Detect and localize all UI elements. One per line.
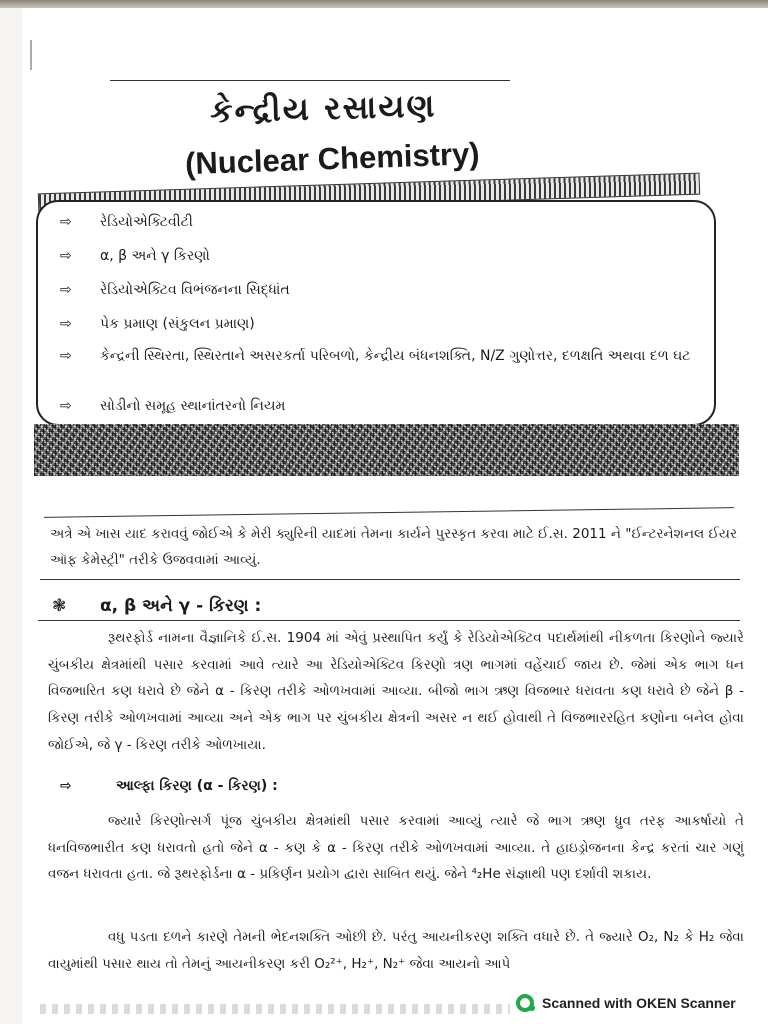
topic-text: રેડિયોએક્ટિવીટી (100, 214, 193, 230)
arrow-icon: ⇨ (60, 248, 72, 264)
flower-bullet-icon: ❃ (52, 596, 67, 616)
alpha-paragraph-1 (48, 808, 744, 888)
topics-box (36, 200, 716, 426)
section-rule (38, 620, 740, 621)
alpha-heading-text: આલ્ફા કિરણ (α - કિરણ) : (116, 778, 278, 794)
scanner-logo-icon (516, 994, 534, 1012)
arrow-icon: ⇨ (60, 214, 72, 230)
alpha-paragraph-2 (48, 924, 744, 977)
topic-item (60, 396, 700, 416)
topic-text: કેન્દ્રની સ્થિરતા, સ્થિરતાને અસરકર્તા પરિબળો, કેન્દ્રીય બંધનશક્તિ, N/Z ગુણોત્તર, દળક્ષતિ અથવા દળ ઘટ (100, 348, 691, 364)
section-paragraph (48, 625, 744, 759)
title-rule (110, 80, 510, 81)
topic-text: α, β અને γ કિરણો (100, 248, 210, 264)
topic-item (60, 314, 700, 334)
topic-item (60, 212, 700, 232)
scan-noise-band (34, 424, 739, 476)
note-rule-bottom (40, 579, 740, 580)
scan-cut-line (40, 1004, 510, 1014)
topic-text: સોડીનો સમૂહ સ્થાનાંતરનો નિયમ (100, 398, 286, 414)
alpha-paragraph-1-text: જ્યારે કિરણોત્સર્ગ પૂંજ ચુંબકીય ક્ષેત્રમાંથી પસાર કરવામાં આવ્યું ત્યારે જે ભાગ ઋણ ધ્રુવ તરફ આકર્ષાયો તે ધનવિજભારીત કણ ધરાવતો હતો જેને α - કણ કે α - કિરણ તરીકે ઓળખવામાં આવ્યા. તે હાઇડ્રોજનના કેન્દ્ર કરતાં ચાર ગણું વજન ધરાવતા હતા. જે રૂથરફોર્ડના α - પ્રકિર્ણન પ્રયોગ દ્વારા સાબિત થયું. જેને ⁴₂He સંજ્ઞાથી પણ દર્શાવી શકાય. (48, 813, 744, 883)
topic-item (60, 246, 700, 266)
binding-marks (30, 40, 36, 70)
alpha-paragraph-2-text: વધુ પડતા દળને કારણે તેમની ભેદનશક્તિ ઓછી છે. પરંતુ આયનીકરણ શક્તિ વધારે છે. તે જ્યારે O₂, N₂ કે H₂ જેવા વાયુમાંથી પસાર થાય તો તેમનું આયનીકરણ કરી O₂²⁺, H₂⁺, N₂⁺ જેવા આયનો આપે (48, 929, 744, 972)
scanner-watermark (516, 991, 766, 1015)
topic-item (60, 346, 700, 366)
topic-text: રેડિયોએક્ટિવ વિભંજનના સિદ્ધાંત (100, 282, 290, 298)
section-heading-text: α, β અને γ - કિરણ : (100, 596, 262, 616)
arrow-icon: ⇨ (60, 282, 72, 298)
chapter-title-english: (Nuclear Chemistry) (184, 136, 481, 182)
arrow-icon: ⇨ (60, 778, 72, 794)
note-text: અત્રે એ ખાસ યાદ કરાવવું જોઈએ કે મેરી ક્યુરિની યાદમાં તેમના કાર્યને પુરસ્કૃત કરવા માટે ઈ.સ. 2011 ને "ઈન્ટરનેશનલ ઈયર ઑફ કેમેસ્ટ્રી" તરીકે ઉજવવામાં આવ્યું. (50, 526, 737, 568)
section-paragraph-text: રૂથરફોર્ડ નામના વૈજ્ઞાનિકે ઈ.સ. 1904 માં એવું પ્રસ્થાપિત કર્યું કે રેડિયોએક્ટિવ પદાર્થમાંથી નીકળતા કિરણોને જ્યારે ચુંબકીય ક્ષેત્રમાંથી પસાર કરવામાં આવે ત્યારે આ રેડિયોએક્ટિવ કિરણો ત્રણ ભાગમાં વહેંચાઈ જાય છે. જેમાં એક ભાગ ધન વિજભારિત કણ ધરાવે છે જેને α - કિરણ તરીકે ઓળખવામાં આવ્યા. બીજો ભાગ ઋણ વિજભાર ધરાવતા કણ ધરાવે છે જેને β - કિરણ તરીકે ઓળખવામાં આવ્યા અને એક ભાગ પર ચુંબકીય ક્ષેત્રની અસર ન થઈ હોવાથી તે વિજભારરહિત કણોના બનેલ હોવા જોઈએ, જે γ - કિરણ તરીકે ઓળખાયા. (48, 630, 744, 753)
topic-text: પેક પ્રમાણ (સંકુલન પ્રમાણ) (100, 316, 255, 332)
arrow-icon: ⇨ (60, 348, 72, 364)
scan-top-edge (0, 0, 768, 8)
arrow-icon: ⇨ (60, 316, 72, 332)
scanner-watermark-text: Scanned with OKEN Scanner (542, 995, 736, 1011)
topic-item (60, 280, 700, 300)
arrow-icon: ⇨ (60, 398, 72, 414)
section-heading (52, 596, 352, 616)
alpha-heading (60, 778, 360, 794)
chapter-title-gujarati: કેન્દ્રીય રસાયણ (209, 86, 437, 131)
